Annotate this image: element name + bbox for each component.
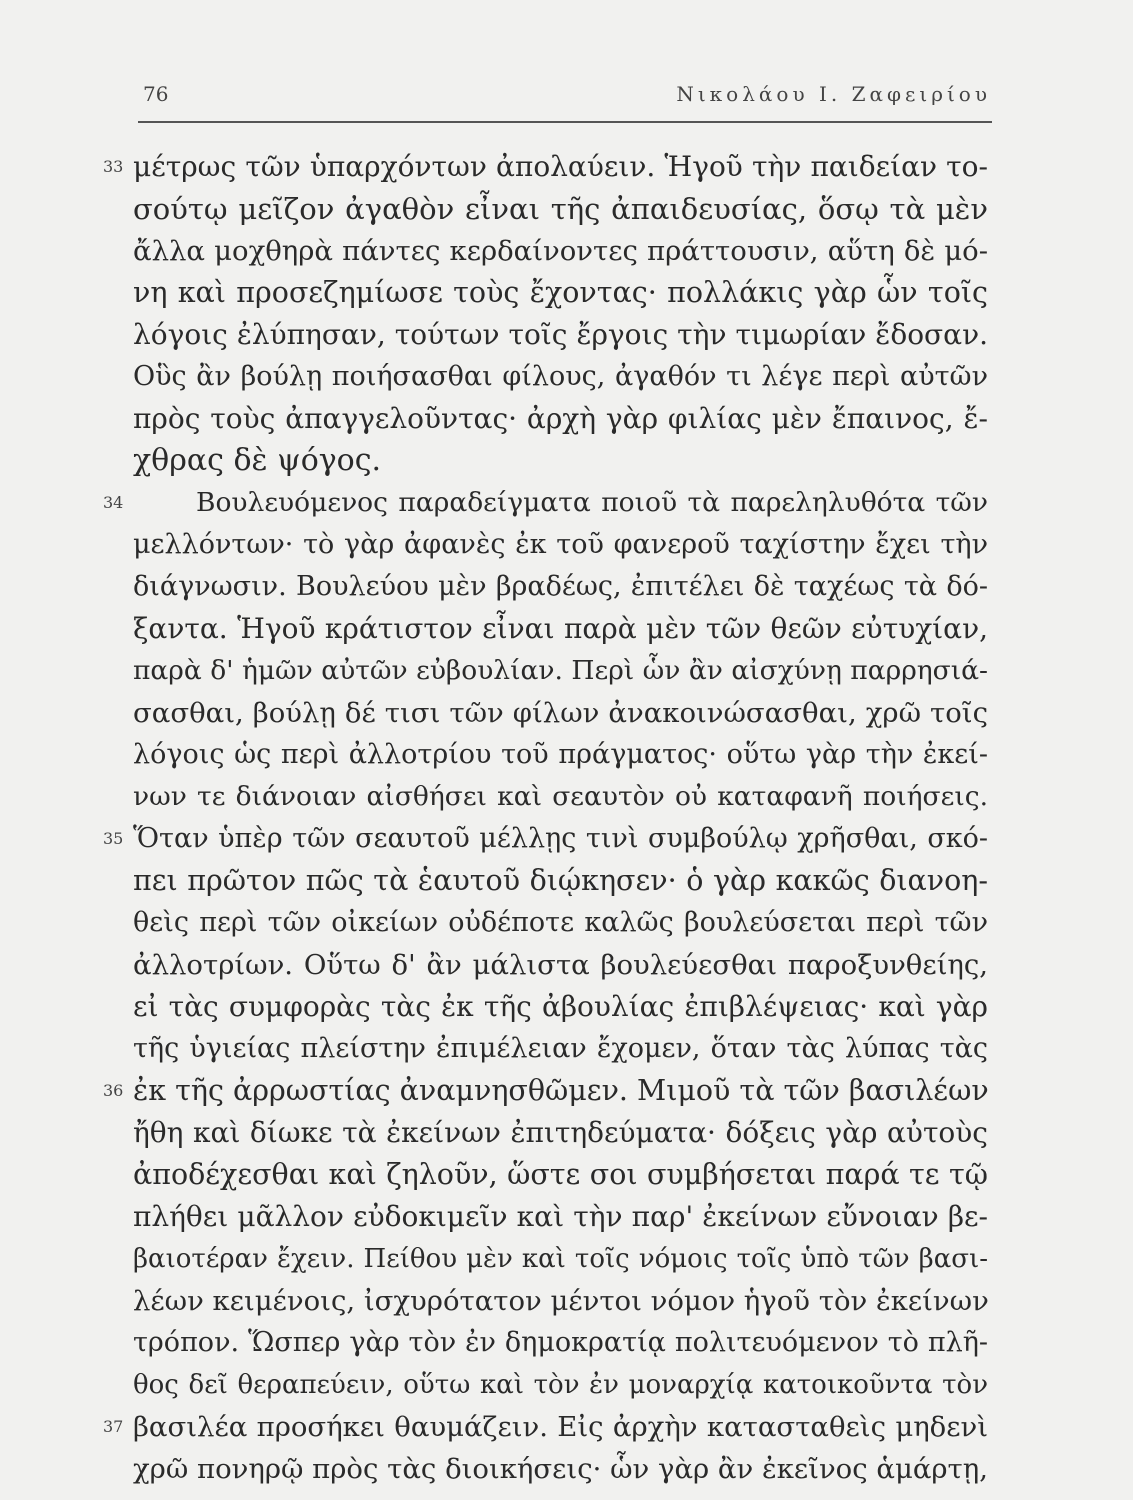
text-line: χθρας δὲ ψόγος. (133, 443, 382, 478)
text-line: σούτῳ μεῖζον ἀγαθὸν εἶναι τῆς ἀπαιδευσίας, ὅσῳ τὰ μὲν (133, 192, 988, 226)
text-line: πρὸς τοὺς ἀπαγγελοῦντας· ἀρχὴ γὰρ φιλίας μὲν ἔπαινος, ἔ- (133, 402, 988, 435)
page-header (143, 82, 991, 116)
text-line: παρὰ δ' ἡμῶν αὐτῶν εὐβουλίαν. Περὶ ὧν ἂν αἰσχύνῃ παρρησιά- (133, 655, 988, 686)
text-line: νη καὶ προσεζημίωσε τοὺς ἔχοντας· πολλάκις γὰρ ὧν τοῖς (133, 276, 988, 309)
text-line: βαιοτέραν ἔχειν. Πείθου μὲν καὶ τοῖς νόμοις τοῖς ὑπὸ τῶν βασι- (133, 1244, 988, 1274)
text-line: τῆς ὑγιείας πλείστην ἐπιμέλειαν ἔχομεν, ὅταν τὰς λύπας τὰς (133, 1033, 988, 1064)
text-line: μελλόντων· τὸ γὰρ ἀφανὲς ἐκ τοῦ φανεροῦ ταχίστην ἔχει τὴν (133, 529, 988, 560)
section-number: 35 (103, 829, 124, 848)
text-line: μέτρως τῶν ὑπαρχόντων ἀπολαύειν. Ἡγοῦ τὴν παιδείαν το- (133, 150, 988, 183)
text-line: σασθαι, βούλῃ δέ τισι τῶν φίλων ἀνακοινώσασθαι, χρῶ τοῖς (133, 697, 988, 729)
text-line: ἐκ τῆς ἀρρωστίας ἀναμνησθῶμεν. Μιμοῦ τὰ τῶν βασιλέων (133, 1074, 989, 1107)
text-line: ξαντα. Ἡγοῦ κράτιστον εἶναι παρὰ μὲν τῶν θεῶν εὐτυχίαν, (133, 612, 988, 645)
text-line: Ὅταν ὑπὲρ τῶν σεαυτοῦ μέλλῃς τινὶ συμβούλῳ χρῆσθαι, σκό- (133, 823, 988, 854)
text-line: Βουλευόμενος παραδείγματα ποιοῦ τὰ παρεληλυθότα τῶν (196, 487, 988, 518)
running-head: Νικολάου Ι. Ζαφειρίου (676, 82, 991, 106)
text-line: διάγνωσιν. Βουλεύου μὲν βραδέως, ἐπιτέλει δὲ ταχέως τὰ δό- (133, 571, 988, 602)
text-line: εἰ τὰς συμφορὰς τὰς ἐκ τῆς ἀβουλίας ἐπιβλέψειας· καὶ γὰρ (133, 990, 988, 1023)
text-line: νων τε διάνοιαν αἰσθήσει καὶ σεαυτὸν οὐ καταφανῆ ποιήσεις. (133, 781, 988, 812)
text-line: λόγοις ὡς περὶ ἀλλοτρίου τοῦ πράγματος· οὕτω γὰρ τὴν ἐκεί- (133, 739, 988, 770)
header-rule (138, 121, 992, 123)
text-line: βασιλέα προσήκει θαυμάζειν. Εἰς ἀρχὴν κατασταθεὶς μηδενὶ (133, 1411, 988, 1443)
page-number: 76 (143, 82, 169, 106)
text-line: χρῶ πονηρῷ πρὸς τὰς διοικήσεις· ὧν γὰρ ἂν ἐκεῖνος ἁμάρτῃ, (133, 1453, 988, 1485)
section-number: 34 (103, 493, 124, 512)
text-line: ἀλλοτρίων. Οὕτω δ' ἂν μάλιστα βουλεύεσθαι παροξυνθείης, (133, 949, 988, 981)
text-line: ἄλλα μοχθηρὰ πάντες κερδαίνοντες πράττουσιν, αὕτη δὲ μό- (133, 235, 988, 267)
text-line: πλήθει μᾶλλον εὐδοκιμεῖν καὶ τὴν παρ' ἐκείνων εὔνοιαν βε- (133, 1200, 988, 1233)
text-line: λόγοις ἐλύπησαν, τούτων τοῖς ἔργοις τὴν τιμωρίαν ἔδοσαν. (133, 318, 988, 351)
text-line: λέων κειμένοις, ἰσχυρότατον μέντοι νόμον ἡγοῦ τὸν ἐκείνων (133, 1285, 989, 1317)
section-number: 33 (103, 157, 124, 176)
text-line: Οὓς ἂν βούλῃ ποιήσασθαι φίλους, ἀγαθόν τι λέγε περὶ αὐτῶν (133, 361, 988, 392)
section-number: 36 (103, 1081, 124, 1100)
text-line: θος δεῖ θεραπεύειν, οὕτω καὶ τὸν ἐν μοναρχίᾳ κατοικοῦντα τὸν (133, 1370, 988, 1400)
text-line: ἤθη καὶ δίωκε τὰ ἐκείνων ἐπιτηδεύματα· δόξεις γὰρ αὐτοὺς (133, 1116, 988, 1149)
text-line: πει πρῶτον πῶς τὰ ἑαυτοῦ διῴκησεν· ὁ γὰρ κακῶς διανοη- (133, 864, 988, 897)
text-line: ἀποδέχεσθαι καὶ ζηλοῦν, ὥστε σοι συμβήσεται παρά τε τῷ (133, 1158, 988, 1191)
text-line: τρόπον. Ὥσπερ γὰρ τὸν ἐν δημοκρατίᾳ πολιτευόμενον τὸ πλῆ- (133, 1327, 988, 1358)
text-line: θεὶς περὶ τῶν οἰκείων οὐδέποτε καλῶς βουλεύσεται περὶ τῶν (133, 907, 988, 938)
section-number: 37 (103, 1417, 124, 1436)
